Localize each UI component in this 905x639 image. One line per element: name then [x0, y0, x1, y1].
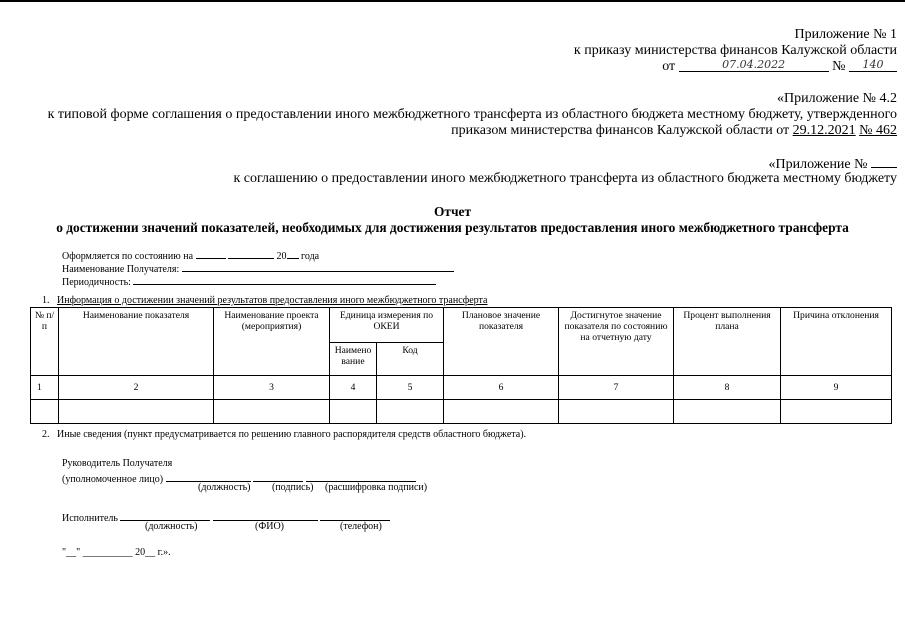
- appendix1-line2: к приказу министерства финансов Калужской области: [573, 43, 897, 58]
- column-number: 1: [31, 376, 59, 400]
- table-cell: [674, 400, 781, 424]
- table-cell: [444, 400, 559, 424]
- column-number: 2: [59, 376, 214, 400]
- column-number: 4: [330, 376, 377, 400]
- table-cell: [31, 400, 59, 424]
- as-of-day-field: [196, 247, 226, 259]
- appendix42-line3: [451, 123, 897, 139]
- table-row: [31, 400, 892, 424]
- appendix1-date-line: [662, 59, 897, 75]
- column-number: 6: [444, 376, 559, 400]
- head-label-1: Руководитель Получателя: [62, 458, 173, 469]
- recipient-label: Наименование Получателя:: [62, 264, 180, 275]
- results-table: [30, 307, 892, 424]
- section2-number: 2.: [42, 429, 50, 440]
- order-date: 29.12.2021: [792, 123, 856, 138]
- table-cell: [559, 400, 674, 424]
- handwritten-number: 140: [862, 58, 884, 71]
- report-subtitle: о достижении значений показателей, необходимых для достижения результатов предоставления иного межбюджетного трансферта: [56, 220, 849, 235]
- executor-phone-line: [320, 509, 390, 521]
- appendix-agreement-line2: к соглашению о предоставлении иного межбюджетного трансферта из областного бюджета местному бюджету: [233, 171, 897, 186]
- appendix1-number-field: [849, 59, 897, 72]
- table-cell: [59, 400, 214, 424]
- col-header-percent: Процент выполнения плана: [674, 308, 781, 376]
- executor-fio-caption: (ФИО): [255, 521, 285, 532]
- executor-phone-caption: (телефон): [340, 521, 382, 532]
- column-number: 3: [214, 376, 330, 400]
- column-number: 9: [781, 376, 892, 400]
- position-caption: (должность): [198, 482, 251, 493]
- col-header-indicator: Наименование показателя: [59, 308, 214, 376]
- executor-fio-line: [213, 509, 318, 521]
- executor-position-line: [120, 509, 210, 521]
- page-top-border: [0, 0, 905, 2]
- col-header-unit: Единица измерения по ОКЕИ: [330, 308, 444, 343]
- periodicity-field: [133, 273, 436, 285]
- as-of-label: Оформляется по состоянию на: [62, 251, 194, 262]
- head-signature-line: [253, 470, 303, 482]
- report-title: Отчет: [433, 204, 472, 219]
- head-label-2-text: (уполномоченное лицо): [62, 474, 164, 485]
- col-header-no: № п/п: [31, 308, 59, 376]
- periodicity-line: [62, 273, 436, 288]
- head-position-line: [166, 470, 251, 482]
- appendix1-title: Приложение № 1: [794, 27, 897, 42]
- appendix42-line2: к типовой форме соглашения о предоставлении иного межбюджетного трансферта из областного бюджета местному бюджету, утвержденного: [47, 107, 897, 122]
- column-number: 7: [559, 376, 674, 400]
- section1-number: 1.: [42, 295, 50, 306]
- table-cell: [781, 400, 892, 424]
- col-header-unit-name: Наимено вание: [330, 343, 377, 376]
- head-decoding-line: [306, 470, 416, 482]
- decoding-caption: (расшифровка подписи): [325, 482, 428, 493]
- table-cell: [330, 400, 377, 424]
- section1-heading: [42, 295, 487, 306]
- col-header-reason: Причина отклонения: [781, 308, 892, 376]
- appendix-agreement-title-text: «Приложение №: [768, 157, 868, 172]
- as-of-year-prefix: 20: [276, 251, 287, 262]
- table-cell: [214, 400, 330, 424]
- col-header-achieved: Достигнутое значение показателя по состоянию на отчетную дату: [559, 308, 674, 376]
- signature-caption: (подпись): [272, 482, 314, 493]
- appendix-agreement-number-field: [871, 155, 897, 168]
- from-prefix: от: [662, 59, 676, 74]
- section2-heading: [42, 429, 526, 440]
- executor-position-caption: (должность): [145, 521, 198, 532]
- recipient-field: [182, 260, 454, 272]
- section2-title: Иные сведения (пункт предусматривается по решению главного распорядителя средств областного бюджета).: [57, 429, 527, 440]
- no-prefix: №: [832, 59, 846, 74]
- appendix42-line3-prefix: приказом министерства финансов Калужской области от: [451, 123, 790, 138]
- table-cell: [377, 400, 444, 424]
- column-number: 8: [674, 376, 781, 400]
- appendix1-date-field: [679, 59, 829, 72]
- table-column-numbers-row: [31, 376, 892, 400]
- as-of-year-field: [287, 247, 299, 259]
- col-header-unit-code: Код: [377, 343, 444, 376]
- as-of-year-suffix: года: [301, 251, 320, 262]
- periodicity-label: Периодичность:: [62, 277, 131, 288]
- col-header-planned: Плановое значение показателя: [444, 308, 559, 376]
- appendix42-title: «Приложение № 4.2: [777, 91, 897, 106]
- date-line: "__" __________ 20__ г.».: [62, 547, 171, 558]
- table-header-row: [31, 308, 892, 343]
- col-header-project: Наименование проекта (мероприятия): [214, 308, 330, 376]
- handwritten-date: 07.04.2022: [722, 58, 786, 71]
- section1-title: Информация о достижении значений результатов предоставления иного межбюджетного трансферта: [57, 295, 488, 306]
- executor-label: Исполнитель: [62, 513, 118, 524]
- order-number: № 462: [859, 123, 897, 138]
- column-number: 5: [377, 376, 444, 400]
- as-of-month-field: [228, 247, 274, 259]
